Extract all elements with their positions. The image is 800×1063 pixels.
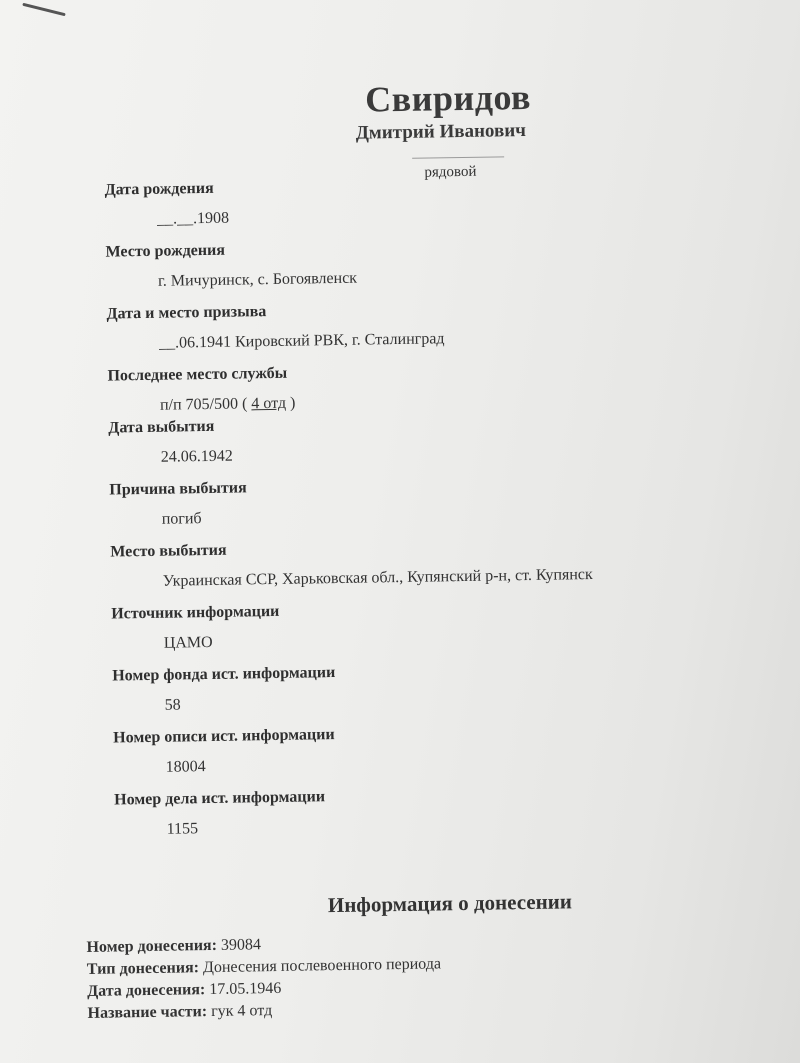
report-type-label: Тип донесения: <box>86 959 200 978</box>
report-date-value: 17.05.1946 <box>209 979 282 999</box>
loss-place-label: Место выбытия <box>110 541 227 561</box>
report-unit-value: гук 4 отд <box>211 1002 273 1021</box>
birth-date-value: __.__.1908 <box>156 209 230 228</box>
fond-value: 58 <box>164 696 181 714</box>
report-date-label: Дата донесения: <box>87 981 206 1000</box>
report-details <box>86 927 707 1025</box>
last-service-label: Последнее место службы <box>107 364 288 385</box>
loss-place-value: Украинская ССР, Харьковская обл., Купянский р-н, ст. Купянск <box>162 565 593 590</box>
birth-date-label: Дата рождения <box>104 179 214 199</box>
personal-fields <box>104 171 734 853</box>
report-unit-label: Название части: <box>87 1003 208 1022</box>
loss-reason-value: погиб <box>161 510 202 528</box>
person-rank: рядовой <box>424 163 477 181</box>
delo-label: Номер дела ист. информации <box>114 788 326 809</box>
fond-label: Номер фонда ист. информации <box>112 664 336 685</box>
rank-divider <box>412 156 504 158</box>
opis-value: 18004 <box>165 758 206 776</box>
loss-date-value: 24.06.1942 <box>160 447 233 466</box>
report-section-title: Информация о донесении <box>327 889 573 918</box>
source-label: Источник информации <box>111 602 280 623</box>
delo-value: 1155 <box>166 820 199 838</box>
draft-value: __.06.1941 Кировский РВК, г. Сталинград <box>158 330 445 352</box>
last-service-prefix: п/п 705/500 ( <box>159 395 252 414</box>
source-value: ЦАМО <box>163 633 213 652</box>
report-type-value: Донесения послевоенного периода <box>202 955 442 977</box>
opis-label: Номер описи ист. информации <box>113 726 335 747</box>
last-service-suffix: ) <box>285 394 296 412</box>
last-service-subunit: 4 отд <box>251 394 287 413</box>
draft-label: Дата и место призыва <box>106 303 267 323</box>
loss-date-label: Дата выбытия <box>108 417 215 437</box>
person-given-names: Дмитрий Иванович <box>355 119 527 144</box>
person-surname: Свиридов <box>364 76 532 120</box>
report-number-value: 39084 <box>220 936 262 954</box>
report-number-label: Номер донесения: <box>86 936 218 956</box>
loss-reason-label: Причина выбытия <box>109 479 247 499</box>
birth-place-label: Место рождения <box>105 241 226 261</box>
birth-place-value: г. Мичуринск, с. Богоявленск <box>157 269 358 290</box>
